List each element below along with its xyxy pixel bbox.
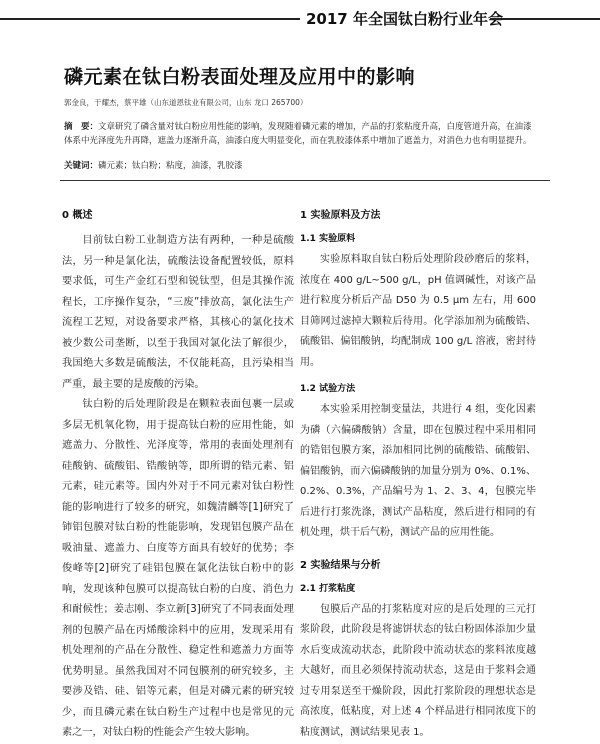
abstract — [64, 120, 540, 148]
conference-title: 2017 年全国钛白粉行业年会 — [306, 10, 503, 28]
section-divider — [60, 180, 550, 181]
header-rule-right — [490, 18, 600, 20]
abstract-text: 文章研究了磷含量对钛白粉应用性能的影响，发现随着磷元素的增加，产品的打浆粘度升高，白度管道升高，在油漆体系中光泽度先升再降，遮盖力逐渐升高，油漆白度大明显变化，而在乳胶漆体系中增加了遮盖力，对消色力也有明显提升。 — [64, 122, 532, 146]
section-heading-overview: 0 概述 — [62, 210, 93, 221]
header-rule-left — [0, 18, 300, 20]
paragraph: 包膜后产品的打浆粘度对应的是后处理的三元打浆阶段，此阶段是将滤饼状态的钛白粉固体添加少量水后变成流动状态，此阶段中流动状态的浆料浓度越大越好，而且必须保持流动状态，这是由于浆料会通过专用泵送至干燥阶段，因此打浆阶段的理想状态是高浓度，低粘度，对上述 4 个样品进行相同浓度下的粘度测试，测试结果见表 1。 — [300, 603, 536, 738]
page-header — [0, 8, 600, 30]
article-authors: 郭金良，于耀杰，蔡平雄（山东道恩钛业有限公司，山东 龙口 265700） — [64, 98, 308, 107]
subsection-heading-materials: 1.1 实验原料 — [300, 234, 356, 244]
paragraph: 本实验采用控制变量法，共进行 4 组，变化因素为磷（六偏磷酸钠）含量，即在包膜过程中采用相同的锆铝包膜方案，添加相同比例的硫酸锆、硫酸铝、偏铝酸钠，而六偏磷酸钠的加量分别为 0%、0.1%、0.2%、0.3%，产品编号为 1、2、3、4，包膜完毕后进行打浆洗涤，测试产品粘度，然后进行相同的有机处理，烘干后气粉，测试产品的应用性能。 — [300, 404, 536, 538]
paragraph: 实验原料取自钛白粉后处理阶段砂磨后的浆料，浓度在 400 g/L~500 g/L，pH 值调碱性，对该产品进行粒度分析后产品 D50 为 0.5 μm 左右，用 600 目筛网过滤掉大颗粒后待用。化学添加剂为硫酸锆、硫酸铝、偏铝酸钠，均配制成 100 g/L 溶液，密封待用。 — [300, 254, 536, 368]
keywords-text: 磷元素；钛白粉；粘度，油漆，乳胶漆 — [98, 161, 243, 171]
subsection-heading-method: 1.2 试验方法 — [300, 384, 356, 394]
article-title: 磷元素在钛白粉表面处理及应用中的影响 — [64, 66, 416, 88]
abstract-label: 摘 要： — [64, 122, 99, 132]
keywords — [64, 159, 540, 173]
right-column — [300, 206, 536, 743]
subsection-heading-viscosity: 2.1 打浆粘度 — [300, 583, 356, 594]
paragraph: 目前钛白粉工业制造方法有两种，一种是硫酸法，另一种是氯化法，硫酸法设备配置较低，原料要求低，可生产金红石型和锐钛型，但是其操作流程长，工序操作复杂，“三废”排放高，氯化法生产流程工艺短，对设备要求严格，其核心的氯化技术被少数公司垄断，以至于我国对氯化法了解很少，我国绝大多数是硫酸法，不仅能耗高，且污染相当严重，最主要的是废酸的污染。 — [62, 235, 294, 390]
keywords-label: 关键词： — [64, 161, 99, 171]
paragraph: 钛白粉的后处理阶段是在颗粒表面包裹一层或多层无机氧化物，用于提高钛白粉的应用性能，如遮盖力、分散性、光泽度等，常用的表面处理剂有硅酸钠、硫酸铝、锆酸钠等，即所谓的锆元素、铝元素，硅元素等。国内外对于不同元素对钛白粉性能的影响进行了较多的研究，如魏清麟等[1]研究了铈铝包膜对钛白粉的性能影响，发现铝包膜产品在吸油量、遮盖力、白度等方面具有较好的优势；李俊峰等[2]研究了硅铝包膜在氯化法钛白粉中的影响，发现该种包膜可以提高钛白粉的白度、消色力和耐候性；姜志刚、李立新[3]研究了不同表面处理剂的包膜产品在丙烯酸涂料中的应用，发现采用有机处理剂的产品在分散性、稳定性和遮盖力方面等优势明显。虽然我国对不同包膜剂的研究较多，主要涉及锆、硅、铝等元素，但是对磷元素的研究较少，而且磷元素在钛白粉生产过程中也是常见的元素之一，对钛白粉的性能会产生较大影响。 — [62, 399, 294, 738]
section-heading-results: 2 实验结果与分析 — [300, 559, 381, 571]
left-column — [62, 206, 294, 744]
section-heading-materials: 1 实验原料及方法 — [300, 210, 381, 221]
